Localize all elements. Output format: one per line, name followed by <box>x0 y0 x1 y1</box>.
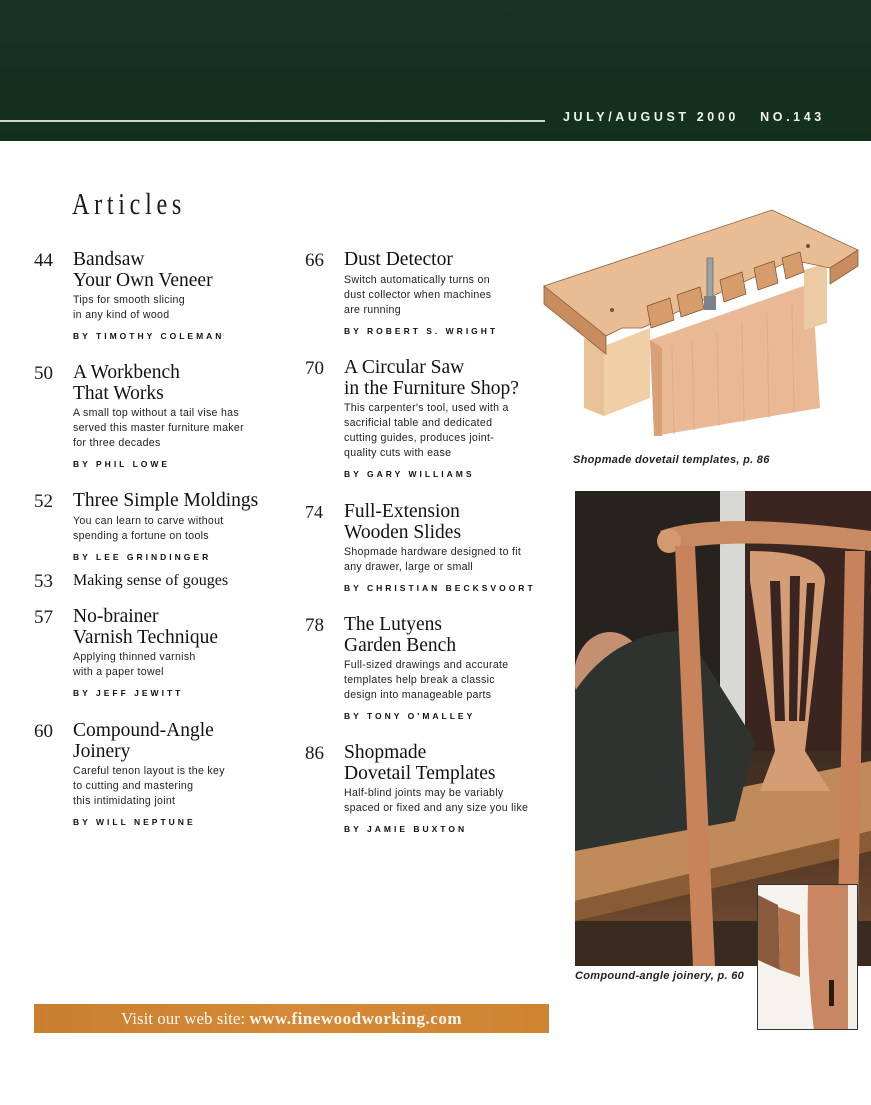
article-byline: BY JAMIE BUXTON <box>344 824 468 834</box>
article-description: A small top without a tail vise has served this master furniture maker for three decades <box>73 407 244 449</box>
figure-caption: Shopmade dovetail templates, p. 86 <box>573 454 770 466</box>
masthead-band <box>0 0 871 141</box>
section-title: Articles <box>72 186 186 221</box>
article-title[interactable]: A Circular Saw in the Furniture Shop? <box>344 357 519 399</box>
website-banner[interactable] <box>34 1004 549 1033</box>
article-description: Full-sized drawings and accurate templates help break a classic design into manageable parts <box>344 659 509 701</box>
page-number: 70 <box>305 358 324 379</box>
tenon-detail-inset <box>757 884 858 1030</box>
article-byline: BY TONY O'MALLEY <box>344 711 476 721</box>
issue-date: JULY/AUGUST 2000 <box>563 110 739 124</box>
page-number: 60 <box>34 721 53 742</box>
article-byline: BY CHRISTIAN BECKSVOORT <box>344 583 536 593</box>
page-number: 66 <box>305 250 324 271</box>
article-description: Careful tenon layout is the key to cutting and mastering this intimidating joint <box>73 765 225 807</box>
article-description: This carpenter's tool, used with a sacrificial table and dedicated cutting guides, produces joint- quality cuts with ease <box>344 402 509 459</box>
article-title[interactable]: Making sense of gouges <box>73 572 229 589</box>
article-description: Half-blind joints may be variably spaced or fixed and any size you like <box>344 787 529 814</box>
article-title[interactable]: The Lutyens Garden Bench <box>344 614 457 656</box>
website-link[interactable]: www.finewoodworking.com <box>249 1009 463 1028</box>
masthead-rule <box>0 120 545 122</box>
figure-caption: Compound-angle joinery, p. 60 <box>575 970 745 982</box>
article-title[interactable]: Shopmade Dovetail Templates <box>344 742 496 784</box>
article-byline: BY ROBERT S. WRIGHT <box>344 325 499 336</box>
article-byline: BY TIMOTHY COLEMAN <box>73 331 225 341</box>
article-title[interactable]: Dust Detector <box>344 249 453 270</box>
article-description: Shopmade hardware designed to fit any drawer, large or small <box>344 546 522 573</box>
article-title[interactable]: Bandsaw Your Own Veneer <box>73 249 213 291</box>
article-title[interactable]: No-brainer Varnish Technique <box>73 606 219 648</box>
page-number: 78 <box>305 615 324 636</box>
page-number: 50 <box>34 363 53 384</box>
tenon-detail-art <box>758 885 858 1030</box>
article-title[interactable]: Full-Extension Wooden Slides <box>344 501 462 543</box>
article-title[interactable]: A Workbench That Works <box>73 362 180 404</box>
page-number: 44 <box>34 250 53 271</box>
article-byline: BY PHIL LOWE <box>73 459 171 469</box>
article-byline: BY GARY WILLIAMS <box>344 469 475 479</box>
page-number: 52 <box>34 491 53 512</box>
article-byline: BY LEE GRINDINGER <box>73 551 212 562</box>
issue-number: NO.143 <box>760 110 825 124</box>
issue-label <box>563 110 825 124</box>
article-description: Applying thinned varnish with a paper towel <box>73 651 196 678</box>
dovetail-template-illustration <box>542 208 860 438</box>
page-number: 86 <box>305 743 324 764</box>
article-description: Tips for smooth slicing in any kind of wood <box>73 294 185 321</box>
page-number: 74 <box>305 502 323 522</box>
page-number: 57 <box>34 607 53 628</box>
page-number: 53 <box>34 571 53 592</box>
article-title[interactable]: Three Simple Moldings <box>73 490 259 511</box>
article-byline: BY WILL NEPTUNE <box>73 817 196 827</box>
article-byline: BY JEFF JEWITT <box>73 688 184 698</box>
article-title[interactable]: Compound-Angle Joinery <box>73 720 214 762</box>
banner-prefix: Visit our web site: <box>120 1009 250 1028</box>
article-description: Switch automatically turns on dust collector when machines are running <box>344 273 492 316</box>
article-description: You can learn to carve without spending a fortune on tools <box>73 514 224 542</box>
